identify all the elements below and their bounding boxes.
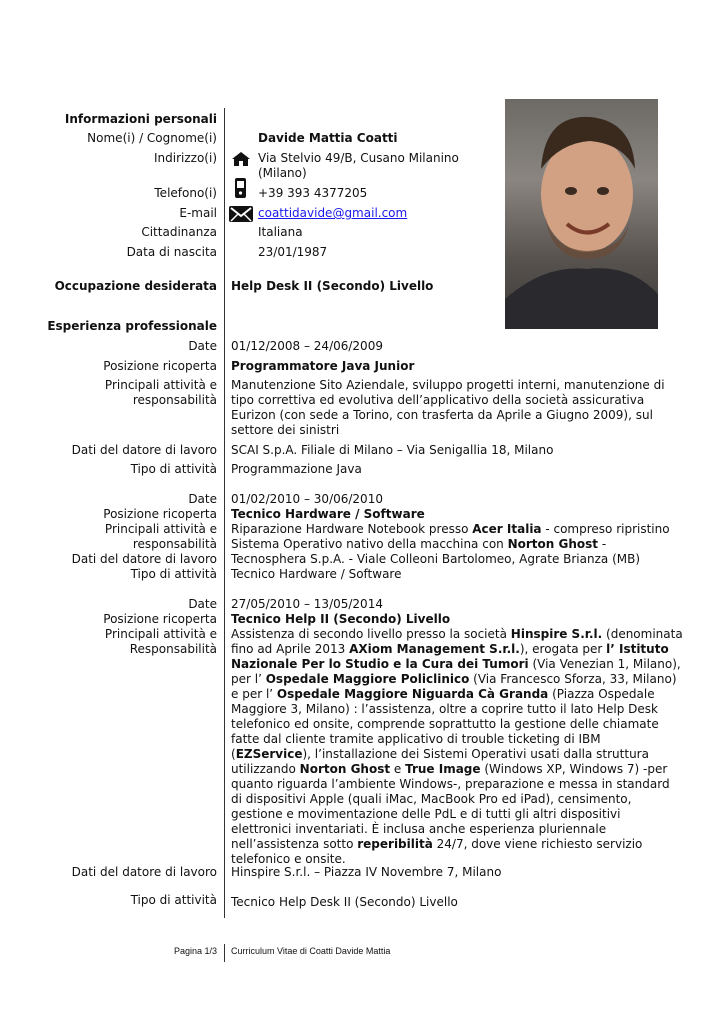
footer-divider: [224, 944, 225, 962]
job3-employer-value: Hinspire S.r.l. – Piazza IV Novembre 7, Milano: [231, 865, 502, 879]
desired-occupation-value: Help Desk II (Secondo) Livello: [231, 279, 434, 293]
profile-photo: [505, 99, 658, 329]
column-divider: [224, 108, 225, 918]
phone-value: +39 393 4377205: [258, 186, 368, 200]
job1-employer-label: Dati del datore di lavoro: [71, 443, 217, 457]
birth-date-label: Data di nascita: [126, 245, 217, 259]
email-label: E-mail: [179, 206, 217, 220]
job2-activities-label-line1: Principali attività e: [104, 522, 217, 536]
job1-activities-value: Manutenzione Sito Aziendale, sviluppo progetti interni, manutenzione di tipo correttiva ed evolutiva dell’applicativo della società assicurativa Eurizon (con sede a Torino, con trasferta da Aprile a Giugno 2009), sul settore dei sinistri: [231, 378, 665, 437]
house-icon: [228, 150, 254, 168]
email-link[interactable]: coattidavide@gmail.com: [258, 206, 408, 220]
job1-activities-label-line1: Principali attività e: [104, 378, 217, 392]
job1-date-value: 01/12/2008 – 24/06/2009: [231, 339, 383, 353]
job2-date-label: Date: [188, 492, 217, 506]
citizenship-value: Italiana: [258, 225, 303, 239]
job2-position-value: Tecnico Hardware / Software: [231, 507, 425, 521]
envelope-icon: [228, 204, 254, 224]
job1-activities-label-line2: responsabilità: [132, 393, 217, 407]
job3-activities-label-line1: Principali attività e: [104, 627, 217, 641]
job3-activities-value: Assistenza di secondo livello presso la società Hinspire S.r.l. (denominata fino ad Aprile 2013 AXiom Management S.r.l.), erogata per l’ Istituto Nazionale Per lo Studio e la Cura dei Tumori (Via Venezian 1, Milano), per l’ Ospedale Maggiore Policlinico (Via Francesco Sforza, 33, Milano) e per l’ Ospedale Maggiore Niguarda Cà Granda (Piazza Ospedale Maggiore 3, Milano) : l’assistenza, oltre a coprire tutto il lato Help Desk telefonico ed onsite, comprende soprattutto la gestione delle chiamate fatte dal cliente tramite applicativo di trouble ticketing di IBM (EZService), l’installazione dei Sistemi Operativi usati dalla struttura utilizzando Norton Ghost e True Image (Windows XP, Windows 7) -per quanto riguarda l’ambiente Windows-, preparazione e messa in standard di dispositivi Apple (quali iMac, MacBook Pro ed iPad), censimento, gestione e movimentazione delle PdL e di tutti gli altri dispositivi elettronici inventariati. È inclusa anche esperienza pluriennale nell’assistenza sotto reperibilità 24/7, dove viene richiesto servizio telefonico e onsite.: [231, 627, 683, 866]
job3-type-label: Tipo di attività: [130, 893, 217, 907]
job3-employer-label: Dati del datore di lavoro: [71, 865, 217, 879]
address-label: Indirizzo(i): [154, 151, 217, 165]
job1-employer-value: SCAI S.p.A. Filiale di Milano – Via Senigallia 18, Milano: [231, 443, 554, 457]
name-label: Nome(i) / Cognome(i): [87, 131, 217, 145]
job3-position-value: Tecnico Help II (Secondo) Livello: [231, 612, 451, 626]
footer-title: Curriculum Vitae di Coatti Davide Mattia: [231, 946, 391, 956]
job3-date-value: 27/05/2010 – 13/05/2014: [231, 597, 383, 611]
job2-employer-label: Dati del datore di lavoro: [71, 552, 217, 566]
job1-position-label: Posizione ricoperta: [103, 359, 217, 373]
job1-date-label: Date: [188, 339, 217, 353]
job3-activities-label-line2: Responsabilità: [129, 642, 217, 656]
portrait-illustration: [505, 99, 658, 329]
job2-date-value: 01/02/2010 – 30/06/2010: [231, 492, 383, 506]
job2-type-label: Tipo di attività: [130, 567, 217, 581]
desired-occupation-label: Occupazione desiderata: [54, 279, 217, 293]
footer-page-number: Pagina 1/3: [173, 946, 217, 956]
personal-info-heading: Informazioni personali: [64, 112, 217, 126]
job2-activities-value: Riparazione Hardware Notebook presso Acer Italia - compreso ripristino Sistema Operativo nativo della macchina con Norton Ghost -: [231, 522, 670, 551]
job2-type-value: Tecnico Hardware / Software: [231, 567, 402, 581]
job1-type-value: Programmazione Java: [231, 462, 362, 476]
job2-position-label: Posizione ricoperta: [103, 507, 217, 521]
job3-date-label: Date: [188, 597, 217, 611]
job2-employer-value: Tecnosphera S.p.A. - Viale Colleoni Bartolomeo, Agrate Brianza (MB): [231, 552, 641, 566]
mobile-phone-icon: [228, 176, 254, 200]
citizenship-label: Cittadinanza: [141, 225, 217, 239]
name-value: Davide Mattia Coatti: [258, 131, 398, 145]
experience-heading: Esperienza professionale: [47, 319, 217, 333]
job3-type-value: Tecnico Help Desk II (Secondo) Livello: [231, 895, 458, 909]
job1-position-value: Programmatore Java Junior: [231, 359, 415, 373]
phone-label: Telefono(i): [154, 186, 217, 200]
address-value: Via Stelvio 49/B, Cusano Milanino (Milano): [258, 151, 459, 180]
job1-type-label: Tipo di attività: [130, 462, 217, 476]
job2-activities-label-line2: responsabilità: [132, 537, 217, 551]
birth-date-value: 23/01/1987: [258, 245, 328, 259]
job3-position-label: Posizione ricoperta: [103, 612, 217, 626]
